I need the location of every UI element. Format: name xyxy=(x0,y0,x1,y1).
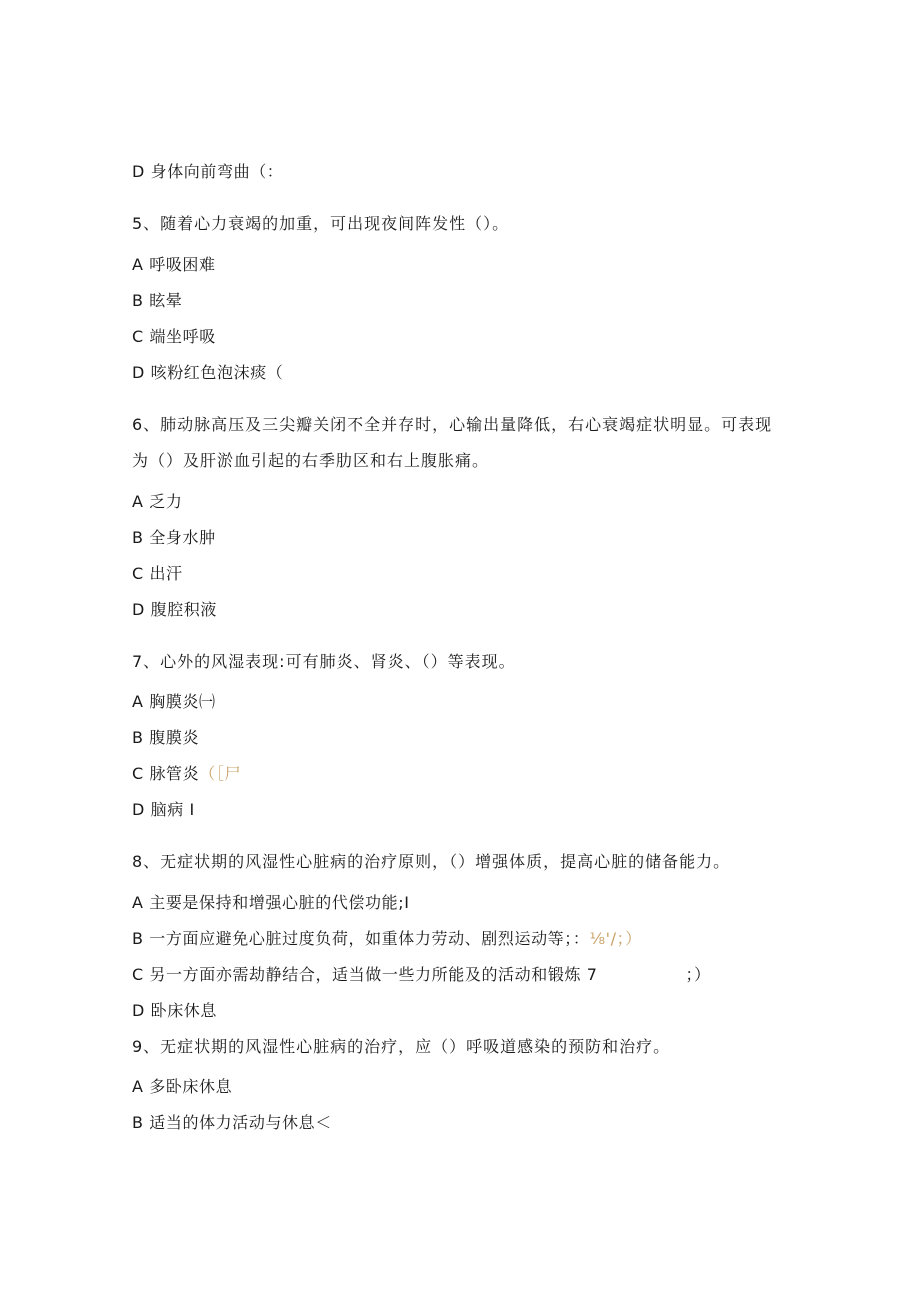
question-7-option-d: D 脑病 I xyxy=(132,800,195,819)
question-8-option-b: B 一方面应避免心脏过度负荷，如重体力劳动、剧烈运动等；：⅛'/；） xyxy=(132,929,642,948)
question-6-option-b: B 全身水肿 xyxy=(132,528,216,547)
question-6-option-c: C 出汗 xyxy=(132,564,183,583)
question-6-option-a: A 乏力 xyxy=(132,492,183,511)
question-9: 9、无症状期的风湿性心脏病的治疗，应（）呼吸道感染的预防和治疗。 xyxy=(132,1037,671,1056)
question-8-option-d: D 卧床休息 xyxy=(132,1001,218,1020)
question-7-option-c: C 脉管炎（［尸 xyxy=(132,764,242,783)
question-7-option-a: A 胸膜炎㈠ xyxy=(132,692,216,711)
question-8-option-c: C 另一方面亦需劫静结合，适当做一些力所能及的活动和锻炼 7 ；） xyxy=(132,965,711,984)
question-8: 8、无症状期的风湿性心脏病的治疗原则，（）增强体质，提高心脏的储备能力。 xyxy=(132,852,731,871)
question-5: 5、随着心力衰竭的加重，可出现夜间阵发性（）。 xyxy=(132,214,510,233)
faint-mark: ⅛'/；） xyxy=(589,929,642,948)
question-6-option-d: D 腹腔积液 xyxy=(132,600,218,619)
question-7-option-b: B 腹膜炎 xyxy=(132,728,200,747)
question-5-option-d: D 咳粉红色泡沫痰（ xyxy=(132,363,284,382)
question-8-option-a: A 主要是保持和增强心脏的代偿功能;I xyxy=(132,893,410,912)
question-6-line-1: 6、肺动脉高压及三尖瓣关闭不全并存时，心输出量降低，右心衰竭症状明显。可表现 xyxy=(132,415,773,434)
question-9-option-a: A 多卧床休息 xyxy=(132,1077,233,1096)
option-d-previous: D 身体向前弯曲（： xyxy=(132,162,284,181)
question-6-line-2: 为（）及肝淤血引起的右季肋区和右上腹胀痛。 xyxy=(132,451,490,470)
faint-mark: （［尸 xyxy=(199,764,242,783)
question-7: 7、心外的风湿表现:可有肺炎、肾炎、（）等表现。 xyxy=(132,652,516,671)
question-5-option-b: B 眩晕 xyxy=(132,291,183,310)
question-5-option-a: A 呼吸困难 xyxy=(132,255,216,274)
question-9-option-b: B 适当的体力活动与休息＜ xyxy=(132,1113,332,1132)
question-5-option-c: C 端坐呼吸 xyxy=(132,327,216,346)
